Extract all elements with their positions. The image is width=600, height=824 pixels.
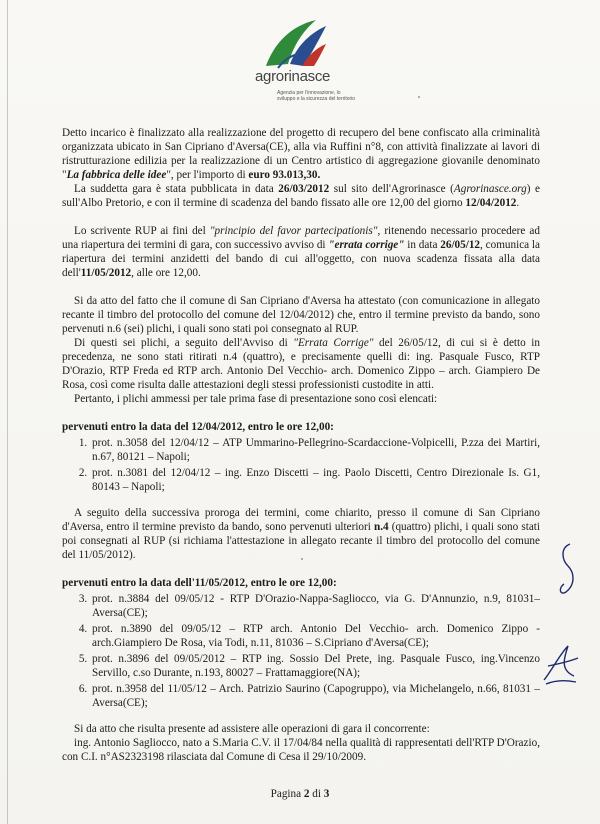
list-item: 3. prot. n.3884 del 09/05/12 - RTP D'Orazio-Nappa-Sagliocco, via G. D'Annunzio, n.9, 81031– Aversa(CE); [90,592,540,620]
text-run: La suddetta gara è stata pubblicata in data [74,183,279,195]
text-run: Lo scrivente RUP ai fini del [74,225,210,237]
text-run: di [309,788,324,800]
handwritten-initial-icon [552,540,582,600]
scan-speck [418,96,420,98]
logo-tagline: Agenzia per l'innovazione, lo sviluppo e la sicurezza del territorio [277,90,356,102]
paragraph-attestazione: Si da atto del fatto che il comune di San Cipriano d'Aversa ha attestato (con comunicazione in allegato recante il timbro del protocollo del comune del 12/04/2012) che, entro il termine previsto da bando, sono pervenuti n.6 (sei) plichi, i quali sono stati poi consegnato al RUP. [62,295,540,335]
text-run: del 26/05/12, di cui si è detto in precedenza, ne sono stati ritirati n.4 (quattro), e precisamente quelli di: ing. Pasquale Fusco, RTP D'Orazio, RTP Freda ed RTP arch. Antonio Del Vecchio- arch. Domenico Zippo – arch. Giampiero De Rosa, così come risulta dalle attestazioni degli stessi professionisti custodite in atti. [62,337,540,391]
list-item: 6. prot. n.3958 del 11/05/12 – Arch. Patrizio Saurino (Capogruppo), via Michelangelo, n.66, 81031 – Aversa(CE); [90,682,540,710]
text-run: , alle ore 12,00. [131,267,201,279]
text-run: in data [404,239,441,251]
principle-quote: "principio del favor partecipationis" [209,225,378,237]
section-heading-1: pervenuti entro la data del 12/04/2012, entro le ore 12,00: [62,421,334,433]
errata-date: 26/05/12 [440,239,481,251]
text-run: A seguito della successiva proroga dei termini, come chiarito, presso il comune di San Cipriano d'Aversa, entro il termine previsto da bando, sono pervenuti ulteriori [62,507,540,533]
paragraph-riapertura [62,224,540,280]
text-run: Di questi sei plichi, a seguito dell'Avviso di [74,337,294,349]
scan-speck [301,558,303,560]
plichi-list-1 [62,436,540,494]
paragraph-pubblicazione [62,182,540,210]
list-item: 1. prot. n.3058 del 12/04/12 – ATP Ummarino-Pellegrino-Scardaccione-Volpicelli, P.zza dei Martiri, n.67, 80121 – Napoli; [90,436,540,464]
handwritten-signature-icon [538,640,582,688]
agrorinasce-logo [236,18,366,128]
paragraph-incarico [62,126,540,182]
logo-brand-text: agrorinasce [255,68,331,85]
text-run: , comunica la riapertura dei termini anzidetti del bando di cui all'oggetto, con nuova scadenza fissata alla data dell' [62,239,541,279]
text-run: Pagina [270,788,304,800]
count: n.4 [373,521,389,533]
page-total: 3 [323,788,330,800]
list-item: 4. prot. n.3890 del 09/05/12 – RTP arch. Antonio Del Vecchio- arch. Domenico Zippo - arch.Giampiero De Rosa, via Todi, n.11, 81036 – S.Cipriano d'Aversa(CE); [90,622,540,650]
paragraph-concorrente: ing. Antonio Sagliocco, nato a S.Maria C.V. il 17/04/84 nella qualità di rappresentati dell'RTP D'Orazio, con C.I. n°AS2323198 rilasciata dal Comune di Cesa il 29/10/2009. [62,737,540,763]
page-footer [0,788,600,800]
paragraph-proroga [62,506,540,562]
text-run: sul sito dell'Agrorinasce ( [329,183,454,195]
logo-emblem-icon [260,18,330,70]
document-body [62,126,540,778]
paragraph-presenti: Si da atto che risulta presente ad assistere alle operazioni di gara il concorrente: [74,723,430,735]
scan-edge-line [7,0,8,824]
website: Agrorinasce.org [453,183,527,195]
text-run: Detto incarico è finalizzato alla realizzazione del progetto di recupero del bene confiscato alla criminalità organizzata ubicato in San Cipriano d'Aversa(CE), alla via Ruffini n°8, con attività finalizzate ai lavori di ristrutturazione edilizia per la realizzazione di un Centro artistico di aggregazione giovanile denominato " [62,127,540,181]
text-run: , ritenendo necessario procedere ad una riapertura dei termini di gara, con successivo avviso di [62,225,540,251]
paragraph-ritiri [62,336,540,392]
page-number: 2 [303,788,310,800]
text-run: ", per l'importo di [166,169,249,181]
list-item: 5. prot. n.3896 del 09/05/2012 – RTP ing. Sossio Del Prete, ing. Pasquale Fusco, ing.Vincenzo Servillo, c.so Durante, n.193, 80027 – Frattamaggiore(NA); [90,652,540,680]
section-heading-2: pervenuti entro la data dell'11/05/2012, entro le ore 12,00: [62,577,337,589]
list-item: 2. prot. n.3081 del 12/04/12 – ing. Enzo Discetti – ing. Paolo Discetti, Centro Direzionale Is. G1, 80143 – Napoli; [90,466,540,494]
plichi-list-2 [62,592,540,710]
project-name: La fabbrica delle idee [66,169,167,181]
paragraph-pertanto: Pertanto, i plichi ammessi per tale prima fase di presentazione sono così elencati: [74,393,438,405]
errata-quote: "errata corrige" [328,239,405,251]
text-run: ) e sull'Albo Pretorio, e con il termine di scadenza del bando fissato alle ore 12,00 del giorno [62,183,540,209]
new-deadline: 11/05/2012 [80,267,132,279]
text-run: . [516,197,520,209]
amount: euro 93.013,30. [248,169,321,181]
deadline-date: 12/04/2012 [465,197,517,209]
errata-quote: "Errata Corrige" [293,337,374,349]
text-run: (quattro) plichi, i quali sono stati poi consegnati al RUP (si richiama l'attestazione in allegato recante il timbro del protocollo del comune del 11/05/2012). [62,521,540,561]
publication-date: 26/03/2012 [278,183,330,195]
